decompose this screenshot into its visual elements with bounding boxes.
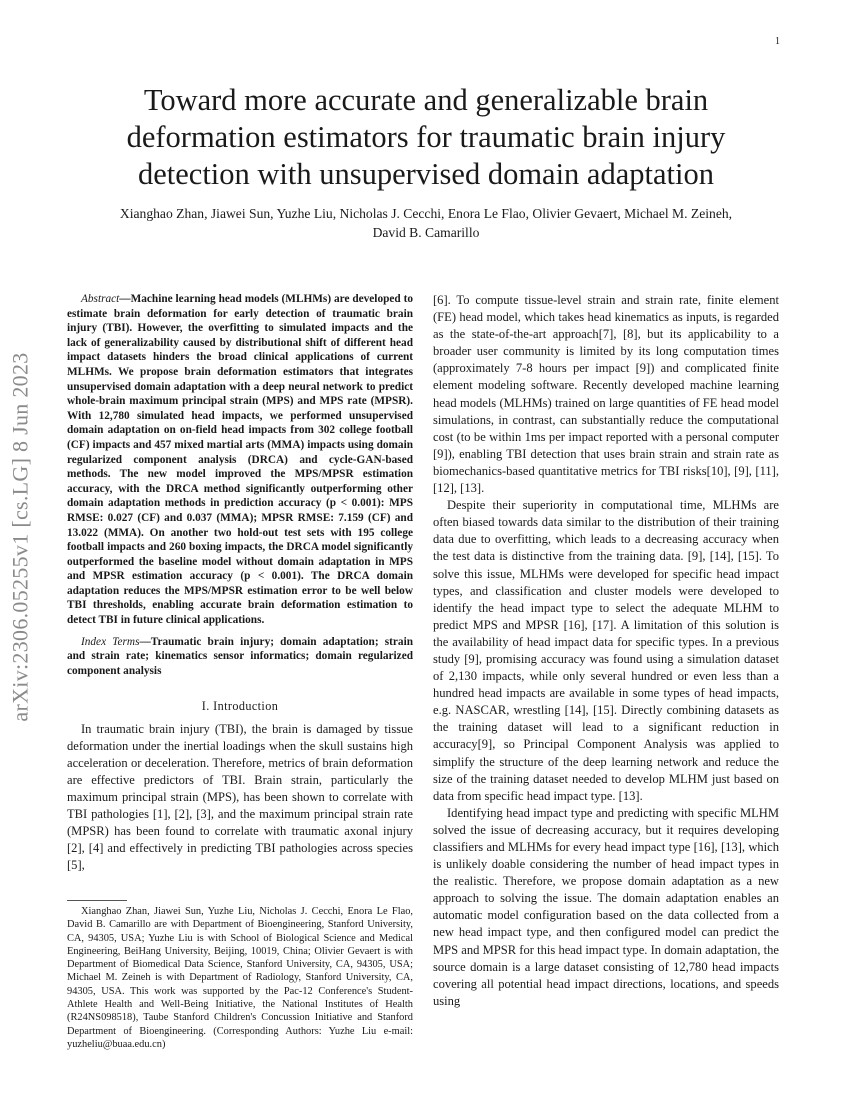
section-heading-introduction: I. Introduction [201, 699, 279, 714]
abstract-text: —Machine learning head models (MLHMs) are developed to estimate brain deformation for early detection of traumatic brain injury (TBI). However, the overfitting to simulated impacts and the lack of generalizability caused by distributional shift of different head impact datasets hinders the broad clinical applications of current MLHMs. We propose brain deformation estimators that integrates unsupervised domain adaptation with a deep neural network to predict whole-brain maximum principal strain (MPS) and MPS rate (MPSR). With 12,780 simulated head impacts, we performed unsupervised domain adaptation on on-field head impacts from 302 college football (CF) impacts and 457 mixed martial arts (MMA) impacts using domain regularized component analysis (DRCA) and cycle-GAN-based methods. The new model improved the MPS/MPSR estimation accuracy, with the DRCA method significantly outperforming other domain adaptation methods in prediction accuracy (p < 0.001): MPS RMSE: 0.027 (CF) and 0.037 (MMA); MPSR RMSE: 7.159 (CF) and 13.022 (MMA). On another two hold-out test sets with 195 college football impacts and 260 boxing impacts, the DRCA model significantly outperformed the baseline model without domain adaptation in MPS and MPSR estimation accuracy (p < 0.001). The DRCA domain adaptation reduces the MPS/MPSR estimation error to be well below TBI thresholds, enabling accurate brain deformation estimation to detect TBI in future clinical applications. [67, 293, 413, 627]
title-line: detection with unsupervised domain adaptation [138, 157, 714, 191]
abstract-label: Abstract [81, 293, 120, 305]
body-paragraph: Identifying head impact type and predicting with specific MLHM solved the issue of decreasing accuracy, but it requires developing classifiers and MLHMs for every head impact type [16], [13], which is unlikely doable considering the number of head impact types in the realistic. Therefore, we propose domain adaptation as a new approach to solving the issue. The domain adaptation enables an automatic model configuration based on the data collected from a new head impact type, and then configured model can predict the MPS and MPSR for this head impact type. In domain adaptation, the source domain is a large dataset consisting of 12,780 head impacts covering all potential head impact directions, locations, and speeds using [433, 805, 779, 1008]
index-terms [67, 635, 413, 679]
index-terms-text: —Traumatic brain injury; domain adaptation; strain and strain rate; kinematics sensor informatics; domain regularized component analysis [67, 635, 413, 677]
index-terms-label: Index Terms [81, 635, 140, 648]
intro-paragraph: In traumatic brain injury (TBI), the brain is damaged by tissue deformation under the inertial loadings when the skull sustains high acceleration or deceleration. Therefore, metrics of brain deformation are effective predictors of TBI. Brain strain, particularly the maximum principal strain (MPS), has been shown to correlate with TBI pathologies [1], [2], [3], and the maximum principal strain rate (MPSR) has been found to correlate with traumatic axonal injury [2], [4] and effectively in predicting TBI pathologies across species [5], [67, 721, 413, 873]
footnote-rule [67, 900, 127, 901]
body-paragraph: [6]. To compute tissue-level strain and strain rate, finite element (FE) head model, which takes head kinematics as inputs, is regarded as the state-of-the-art approach[7], [8], but its applicability to a broader user community is limited by its long computation times (approximately 7-8 hours per impact [9]) and complicated finite element modeling software. Recently developed machine learning head models (MLHMs) trained on large quantities of FE head model simulations, in contrast, can substantially reduce the computational cost (to be within 1ms per impact reported with a personal computer [9]), enabling TBI detection that uses brain strain and strain rate as biomechanics-based quantitative metrics for TBI risks[10], [9], [11], [12], [13]. [433, 293, 779, 496]
paper-title [70, 82, 782, 193]
body-paragraph: Despite their superiority in computational time, MLHMs are often biased towards data similar to the distribution of their training data due to overfitting, which leads to a decreasing accuracy when the test data is distinctive from the training data. [9], [14], [15]. To solve this issue, MLHMs were developed for specific head impact types, and classification and cluster models were developed to identify the head impact type to select the adequate MLHM to predict MPS and MPSR [16], [17]. A limitation of this solution is the availability of head impact data for specific types. In a previous study [9], promising accuracy was found using a simulation dataset of 2,130 impacts, while only several hundred or even less than a hundred head impacts are available in some types of head impacts, e.g. NASCAR, wrestling [14], [15]. Directly combining datasets as the training dataset will lead to a significant reduction in accuracy[9], so Principal Component Analysis was applied to simplify the structure of the deep learning network and reduce the size of the training dataset needed to develop MLHM just based on data from specific head impact type. [13]. [433, 498, 779, 803]
right-column [433, 292, 779, 1010]
page-number: 1 [775, 36, 780, 47]
author-affiliation-footnote: Xianghao Zhan, Jiawei Sun, Yuzhe Liu, Nicholas J. Cecchi, Enora Le Flao, David B. Camarillo are with Department of Bioengineering, Stanford University, CA, 94305, USA; Yuzhe Liu is with School of Biological Science and Medical Engineering, BeiHang University, Beijing, 10019, China; Olivier Gevaert is with Department of Biomedical Data Science, Stanford University, CA, 94305, USA; Michael M. Zeineh is with Department of Radiology, Stanford University, CA, 94305, USA. This work was supported by the Pac-12 Conference's Student-Athlete Health and Well-Being Initiative, the National Institutes of Health (R24NS098518), Taube Stanford Children's Concussion Initiative and Stanford Department of Bioengineering. (Corresponding Authors: Yuzhe Liu e-mail: yuzheliu@buaa.edu.cn) [67, 906, 413, 1050]
author-line: Xianghao Zhan, Jiawei Sun, Yuzhe Liu, Nicholas J. Cecchi, Enora Le Flao, Olivier Gevaert, Michael M. Zeineh, [119, 206, 733, 221]
author-line: David B. Camarillo [372, 225, 480, 240]
title-line: Toward more accurate and generalizable brain [143, 83, 709, 117]
author-list [70, 204, 782, 242]
arxiv-identifier [2, 292, 40, 782]
abstract [67, 292, 413, 628]
left-column [67, 292, 413, 874]
arxiv-identifier-text: arXiv:2306.05255v1 [cs.LG] 8 Jun 2023 [8, 352, 34, 722]
title-line: deformation estimators for traumatic brain injury [126, 120, 726, 154]
